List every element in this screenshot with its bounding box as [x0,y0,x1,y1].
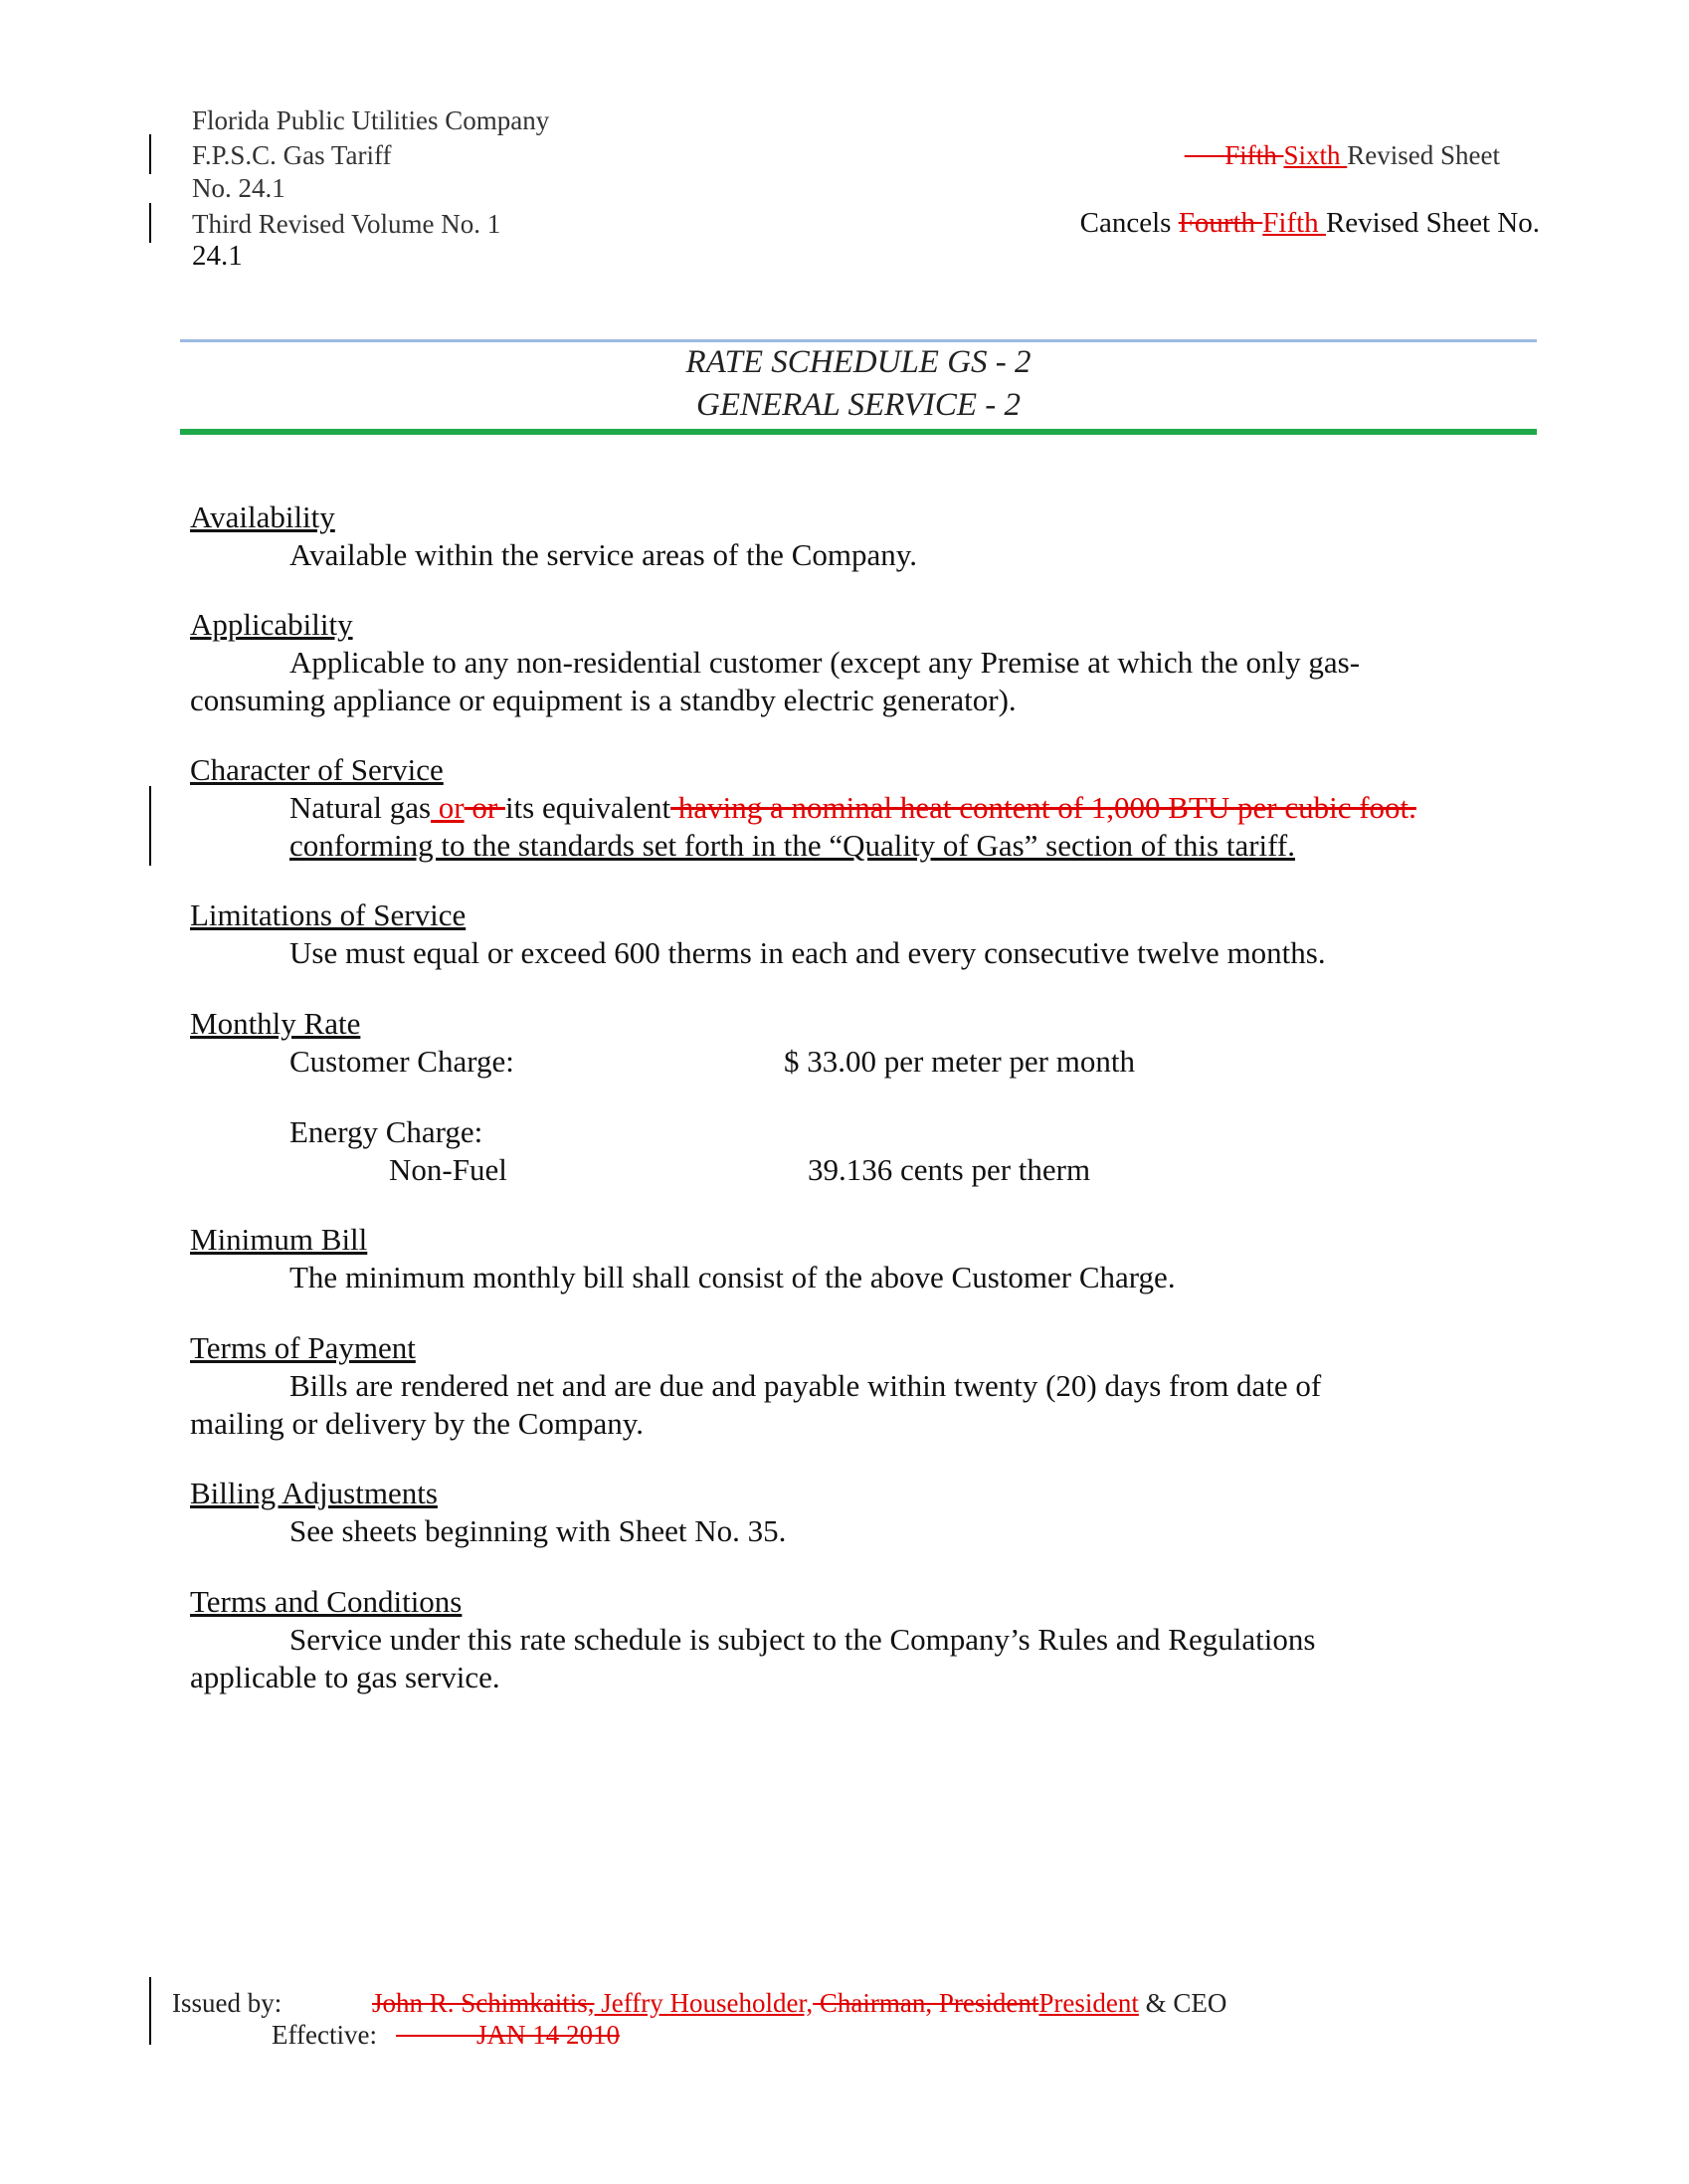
revision-inserted: Sixth [1283,140,1348,170]
tariff-name: F.P.S.C. Gas Tariff [192,140,392,170]
volume: Third Revised Volume No. 1 [192,209,501,239]
revision-inserted: Jeffry Householder, [594,1988,814,2018]
revision-deleted: Fourth [1178,207,1263,239]
limitations-heading: Limitations of Service [190,897,467,932]
character-heading: Character of Service [190,752,444,787]
revision-deleted: Chairman, President [813,1988,1039,2018]
revision-inserted: President [1038,1988,1139,2018]
effective-label: Effective: [272,2020,377,2050]
revision-deleted: or [464,790,505,825]
revised-sheet-line: Fifth Sixth Revised Sheet [1185,140,1500,171]
terms-payment-text-1: Bills are rendered net and are due and payable within twenty (20) days from date of [289,1368,1322,1403]
revision-inserted: or [431,790,465,825]
terms-conditions-text-2: applicable to gas service. [190,1660,500,1694]
title-bottom-rule [180,429,1537,435]
availability-heading: Availability [190,499,335,534]
schedule-subtitle: GENERAL SERVICE - 2 [695,387,1021,423]
issued-by-value: John R. Schimkaitis, Jeffry Householder, Chairman, PresidentPresident & CEO [372,1988,1227,2018]
company-name: Florida Public Utilities Company [192,105,550,135]
availability-text: Available within the service areas of the Company. [289,537,917,572]
limitations-text: Use must equal or exceed 600 therms in each and every consecutive twelve months. [289,935,1326,970]
applicability-heading: Applicability [190,607,353,642]
customer-charge-label: Customer Charge: [289,1044,514,1079]
change-bar [149,1977,151,2045]
character-text-2: conforming to the standards set forth in the “Quality of Gas” section of this tariff. [289,828,1295,863]
cancels-line: Cancels Fourth Fifth Revised Sheet No. [1079,207,1540,239]
revision-deleted: John R. Schimkaitis, [372,1988,595,2018]
change-bar [149,134,151,174]
terms-conditions-heading: Terms and Conditions [190,1584,463,1619]
change-bar [149,786,151,866]
billing-text: See sheets beginning with Sheet No. 35. [289,1513,787,1548]
monthly-rate-heading: Monthly Rate [190,1006,361,1041]
applicability-text-2: consuming appliance or equipment is a standby electric generator). [190,683,1017,717]
schedule-title: RATE SCHEDULE GS - 2 [685,344,1032,380]
sheet-number: 24.1 [192,240,243,272]
non-fuel-label: Non-Fuel [389,1152,507,1187]
billing-heading: Billing Adjustments [190,1476,438,1510]
revision-deleted: Fifth [1224,140,1284,170]
issued-by-label: Issued by: [172,1988,282,2018]
energy-charge-label: Energy Charge: [289,1114,483,1149]
revision-deleted: JAN 14 2010 [476,2020,621,2050]
customer-charge-value: $ 33.00 per meter per month [784,1044,1135,1079]
character-text-1: Natural gas or or its equivalent having a nominal heat content of 1,000 BTU per cubic foot. [289,790,1416,825]
minimum-bill-heading: Minimum Bill [190,1222,368,1257]
minimum-bill-text: The minimum monthly bill shall consist of the above Customer Charge. [289,1260,1176,1294]
effective-value [396,2020,620,2051]
revision-inserted: Fifth [1262,207,1326,239]
change-bar [149,203,151,243]
terms-conditions-text-1: Service under this rate schedule is subject to the Company’s Rules and Regulations [289,1622,1316,1657]
terms-payment-text-2: mailing or delivery by the Company. [190,1406,645,1441]
non-fuel-value: 39.136 cents per therm [808,1152,1091,1187]
tariff-number: No. 24.1 [192,173,285,203]
applicability-text-1: Applicable to any non-residential customer (except any Premise at which the only gas- [289,645,1361,680]
terms-payment-heading: Terms of Payment [190,1330,416,1365]
revision-deleted: having a nominal heat content of 1,000 BTU per cubic foot. [670,790,1416,825]
title-top-rule [180,339,1537,342]
